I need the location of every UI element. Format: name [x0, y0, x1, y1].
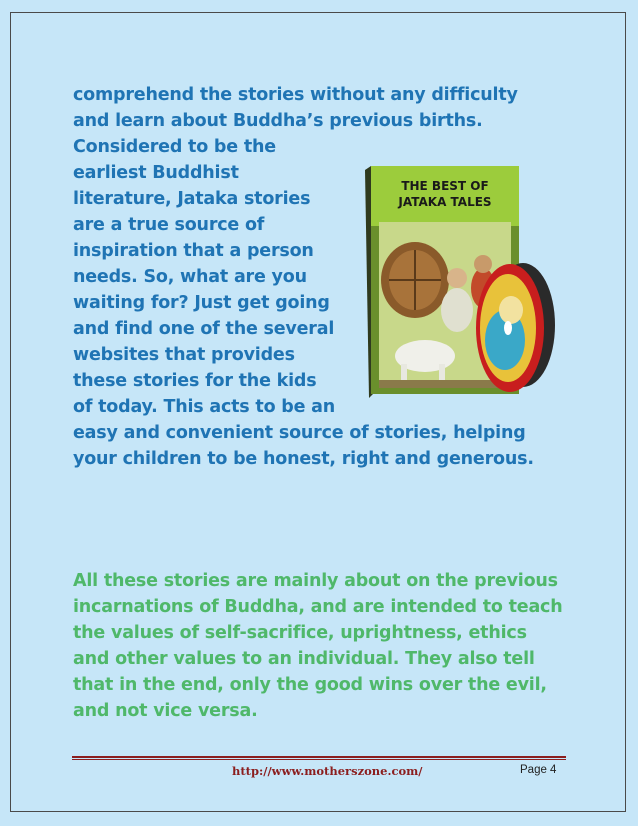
- page-number: Page 4: [520, 764, 557, 776]
- footer-website-link[interactable]: http://www.motherszone.com/: [232, 764, 423, 778]
- text-line: websites that provides: [73, 345, 295, 365]
- text-line: and learn about Buddha’s previous births.: [73, 111, 483, 131]
- footer-divider: [72, 756, 566, 758]
- text-line: of today. This acts to be an: [73, 397, 336, 417]
- text-line: Considered to be the: [73, 137, 276, 157]
- text-line: earliest Buddhist: [73, 163, 239, 183]
- text-line: that in the end, only the good wins over the evil,: [73, 675, 547, 695]
- text-line: are a true source of: [73, 215, 265, 235]
- book-title-line2: JATAKA TALES: [398, 195, 492, 209]
- book-title-line1: THE BEST OF: [401, 179, 489, 193]
- text-line: your children to be honest, right and generous.: [73, 449, 534, 469]
- text-line: these stories for the kids: [73, 371, 317, 391]
- text-line: needs. So, what are you: [73, 267, 307, 287]
- text-line: the values of self-sacrifice, uprightness, ethics: [73, 623, 527, 643]
- text-line: and not vice versa.: [73, 701, 258, 721]
- book-cover-image: [365, 160, 560, 400]
- text-line: All these stories are mainly about on the previous: [73, 571, 558, 591]
- text-line: waiting for? Just get going: [73, 293, 330, 313]
- text-line: comprehend the stories without any difficulty: [73, 85, 518, 105]
- footer-divider-thin: [72, 759, 566, 760]
- paragraph-buddha-incarnations: [73, 568, 563, 724]
- text-line: literature, Jataka stories: [73, 189, 311, 209]
- text-line: and other values to an individual. They also tell: [73, 649, 535, 669]
- text-line: easy and convenient source of stories, helping: [73, 423, 526, 443]
- text-line: and find one of the several: [73, 319, 335, 339]
- text-line: incarnations of Buddha, and are intended to teach: [73, 597, 563, 617]
- text-line: inspiration that a person: [73, 241, 314, 261]
